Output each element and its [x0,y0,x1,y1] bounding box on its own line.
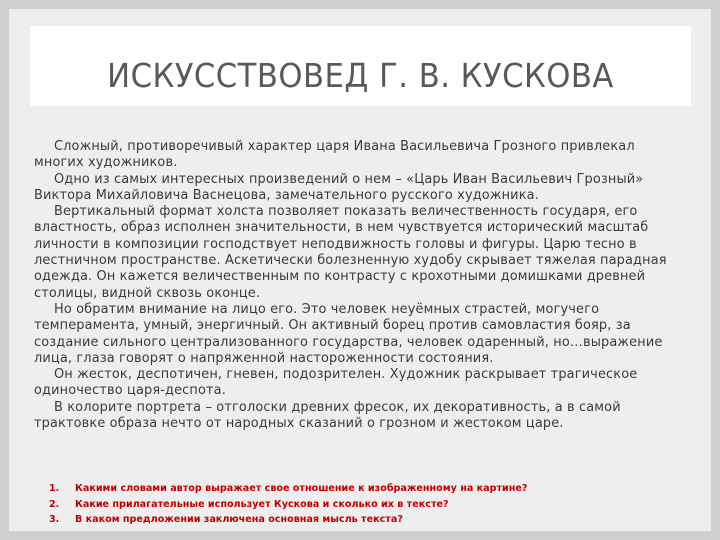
question-text: В каком предложении заключена основная мысль текста? [75,514,403,525]
paragraph: В колорите портрета – отголоски древних фресок, их декоративность, а в самой трактовке образа нечто от народных сказаний о грозном и жестоком царе. [34,399,621,432]
question-text: Какими словами автор выражает свое отношение к изображенному на картине? [75,483,528,494]
question-item [49,497,669,513]
question-number: 3. [49,514,60,525]
slide [9,9,711,531]
paragraph: Но обратим внимание на лицо его. Это человек неуёмных страстей, могучего темперамента, умный, энергичный. Он активный борец против самовластия бояр, за создание сильного централизованного государства, человек одаренный, но…выражение лица, глаза говорят о напряженной настороженности состояния. [34,301,663,366]
paragraph: Сложный, противоречивый характер царя Ивана Васильевича Грозного привлекал многих художников. [34,139,635,171]
paragraph: Одно из самых интересных произведений о нем – «Царь Иван Васильевич Грозный» Виктора Михайловича Васнецова, замечательного русского художника. [34,171,644,203]
question-number: 2. [49,498,60,510]
question-item [49,481,669,497]
slide-title: ИСКУССТВОВЕД Г. В. КУСКОВА [107,56,614,95]
paragraph: Вертикальный формат холста позволяет показать величественность государя, его властность, образ исполнен значительности, в нем чувствуется исторический масштаб личности в композиции господствует неподвижность головы и фигуры. Царю тесно в лестничном пространстве. Аскетически болезненную худобу скрывает тяжелая парадная одежда. Он кажется величественным по контрасту с крохотными домишками древней столицы, видной сквозь оконце. [34,204,667,301]
question-number: 1. [49,483,60,494]
paragraph: Он жесток, деспотичен, гневен, подозрителен. Художник раскрывает трагическое одиночество царя-деспота. [34,367,638,399]
title-band [30,26,691,106]
question-text: Какие прилагательные использует Кускова и сколько их в тексте? [75,498,449,510]
questions-list [49,481,669,528]
body-text [34,139,684,432]
question-item [49,512,669,528]
